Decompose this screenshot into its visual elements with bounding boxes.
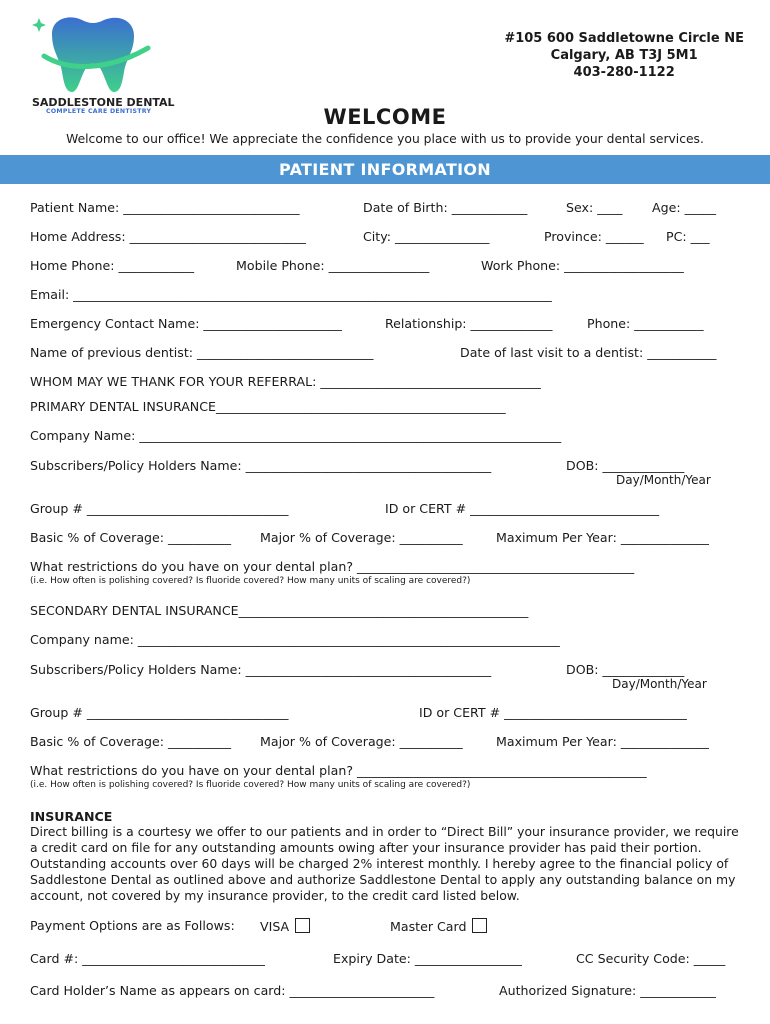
mobile-phone-field[interactable]: Mobile Phone: ________________ [236,258,430,273]
last-visit-field[interactable]: Date of last visit to a dentist: ___________ [460,345,717,360]
referral-field[interactable]: WHOM MAY WE THANK FOR YOUR REFERRAL: ___________________________________ [30,374,541,389]
primary-subscriber-field[interactable]: Subscribers/Policy Holders Name: _______________________________________ [30,458,492,473]
primary-restrictions-note: (i.e. How often is polishing covered? Is fluoride covered? How many units of scaling are covered?) [30,576,471,586]
visa-checkbox[interactable] [295,918,310,933]
work-phone-field[interactable]: Work Phone: ___________________ [481,258,684,273]
previous-dentist-field[interactable]: Name of previous dentist: ____________________________ [30,345,374,360]
province-field[interactable]: Province: ______ [544,229,644,244]
secondary-dob-format: Day/Month/Year [612,677,707,691]
welcome-title: WELCOME [323,105,447,129]
dob-field[interactable]: Date of Birth: ____________ [363,200,528,215]
city-field[interactable]: City: _______________ [363,229,490,244]
card-number-field[interactable]: Card #: _____________________________ [30,951,265,966]
secondary-maximum-field[interactable]: Maximum Per Year: ______________ [496,734,709,749]
secondary-subscriber-field[interactable]: Subscribers/Policy Holders Name: _______________________________________ [30,662,492,677]
patient-name-field[interactable]: Patient Name: ____________________________ [30,200,300,215]
address-line2: Calgary, AB T3J 5M1 [550,48,698,63]
card-holder-field[interactable]: Card Holder’s Name as appears on card: _______________________ [30,983,435,998]
primary-basic-field[interactable]: Basic % of Coverage: __________ [30,530,232,545]
emergency-phone-field[interactable]: Phone: ___________ [587,316,704,331]
brand-name: SADDLESTONE DENTAL [32,96,175,109]
secondary-restrictions-field[interactable]: What restrictions do you have on your dental plan? ______________________________________________ [30,763,647,778]
sex-field[interactable]: Sex: ____ [566,200,623,215]
signature-field[interactable]: Authorized Signature: ____________ [499,983,716,998]
postal-code-field[interactable]: PC: ___ [666,229,710,244]
age-field[interactable]: Age: _____ [652,200,717,215]
primary-company-field[interactable]: Company Name: ___________________________________________________________________ [30,428,562,443]
welcome-text: Welcome to our office! We appreciate the confidence you place with us to provide your dental services. [66,132,704,146]
secondary-group-field[interactable]: Group # ________________________________ [30,705,289,720]
mastercard-option[interactable] [390,918,487,934]
secondary-major-field[interactable]: Major % of Coverage: __________ [260,734,463,749]
primary-id-field[interactable]: ID or CERT # ______________________________ [385,501,660,516]
home-address-field[interactable]: Home Address: ____________________________ [30,229,306,244]
secondary-company-field[interactable]: Company name: ___________________________________________________________________ [30,632,560,647]
office-phone: 403-280-1122 [573,65,675,80]
insurance-policy-text: Direct billing is a courtesy we offer to our patients and in order to “Direct Bill” your insurance provider, we require a credit card on file for any outstanding amounts owing after your insurance provider has paid their portion. Outstanding accounts over 60 days will be charged 2% interest monthly. I hereby agree to the financial policy of Saddlestone Dental as outlined above and authorize Saddlestone Dental to apply any outstanding balance on my account, not covered by my insurance provider, to the credit card listed below. [30,824,739,903]
primary-group-field[interactable]: Group # ________________________________ [30,501,289,516]
visa-label: VISA [260,919,290,934]
emergency-contact-field[interactable]: Emergency Contact Name: ______________________ [30,316,342,331]
relationship-field[interactable]: Relationship: _____________ [385,316,553,331]
section-banner: PATIENT INFORMATION [0,155,770,184]
primary-dob-format: Day/Month/Year [616,473,711,487]
brand-tagline: COMPLETE CARE DENTISTRY [46,108,152,115]
mastercard-label: Master Card [390,919,467,934]
payment-options-label: Payment Options are as Follows: [30,918,235,933]
home-phone-field[interactable]: Home Phone: ____________ [30,258,195,273]
secondary-basic-field[interactable]: Basic % of Coverage: __________ [30,734,232,749]
primary-restrictions-field[interactable]: What restrictions do you have on your dental plan? ____________________________________________ [30,559,635,574]
cc-code-field[interactable]: CC Security Code: _____ [576,951,726,966]
insurance-heading: INSURANCE [30,809,113,824]
secondary-dob-field[interactable]: DOB: _____________ [566,662,685,677]
email-field[interactable]: Email: ____________________________________________________________________________ [30,287,552,302]
primary-maximum-field[interactable]: Maximum Per Year: ______________ [496,530,709,545]
office-address [504,30,744,81]
expiry-date-field[interactable]: Expiry Date: _________________ [333,951,522,966]
primary-dob-field[interactable]: DOB: _____________ [566,458,685,473]
address-line1: #105 600 Saddletowne Circle NE [504,31,744,46]
primary-major-field[interactable]: Major % of Coverage: __________ [260,530,463,545]
secondary-restrictions-note: (i.e. How often is polishing covered? Is fluoride covered? How many units of scaling are covered?) [30,780,471,790]
mastercard-checkbox[interactable] [472,918,487,933]
visa-option[interactable] [260,918,310,934]
secondary-insurance-field[interactable]: SECONDARY DENTAL INSURANCE______________________________________________ [30,603,529,618]
primary-insurance-field[interactable]: PRIMARY DENTAL INSURANCE______________________________________________ [30,399,506,414]
secondary-id-field[interactable]: ID or CERT # _____________________________ [419,705,687,720]
